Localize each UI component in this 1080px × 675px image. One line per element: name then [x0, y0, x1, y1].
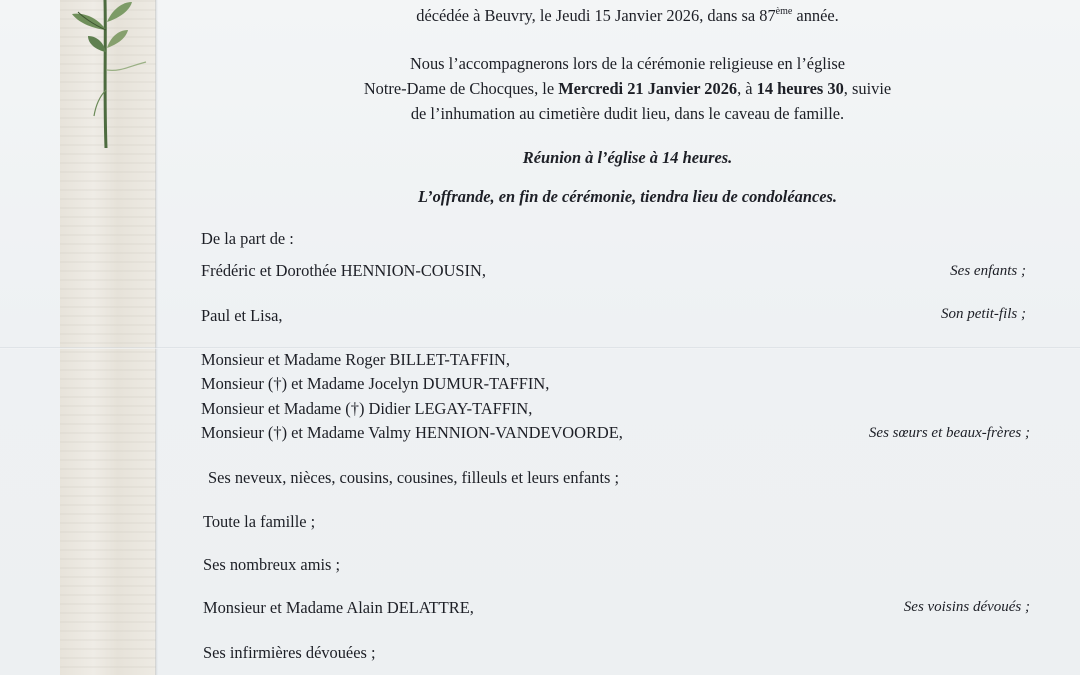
meeting-note: Réunion à l’église à 14 heures. [522, 148, 733, 167]
relation-label: Ses sœurs et beaux-frères ; [868, 425, 1030, 441]
family-name-line: Monsieur et Madame Alain DELATTRE, [203, 598, 474, 617]
family-name-line: Ses neveux, nièces, cousins, cousines, filleuls et leurs enfants ; [208, 468, 620, 487]
ceremony-line-3: de l’inhumation au cimetière dudit lieu, dans le caveau de famille. [410, 104, 845, 123]
paper-fold-crease [0, 347, 1080, 349]
relation-label: Son petit-fils ; [941, 306, 1026, 322]
family-name-line: Toute la famille ; [203, 512, 316, 531]
relation-label: Ses enfants ; [950, 263, 1026, 279]
ceremony-line-1: Nous l’accompagnerons lors de la cérémonie religieuse en l’église [409, 54, 846, 73]
family-name-line: Monsieur (†) et Madame Valmy HENNION-VANDEVOORDE, [201, 423, 623, 442]
family-name-line: Ses infirmières dévouées ; [203, 643, 376, 662]
family-name-line: Monsieur et Madame Roger BILLET-TAFFIN, [201, 350, 510, 369]
relation-label: Ses voisins dévoués ; [903, 599, 1030, 615]
family-name-line: Ses nombreux amis ; [203, 555, 341, 574]
family-name-line: Monsieur (†) et Madame Jocelyn DUMUR-TAFFIN, [201, 374, 550, 393]
family-name-line: Monsieur et Madame (†) Didier LEGAY-TAFFIN, [201, 399, 533, 418]
rose-stem-image [60, 0, 156, 150]
from-label: De la part de : [201, 229, 294, 248]
death-date-line: décédée à Beuvry, le Jeudi 15 Janvier 2026, dans sa 87ème année. [416, 6, 839, 25]
offering-note: L’offrande, en fin de cérémonie, tiendra lieu de condoléances. [418, 187, 837, 206]
family-name-line: Frédéric et Dorothée HENNION-COUSIN, [201, 261, 486, 280]
ceremony-line-2: Notre-Dame de Chocques, le Mercredi 21 Janvier 2026, à 14 heures 30, suivie [363, 79, 892, 98]
family-name-line: Paul et Lisa, [201, 306, 283, 325]
